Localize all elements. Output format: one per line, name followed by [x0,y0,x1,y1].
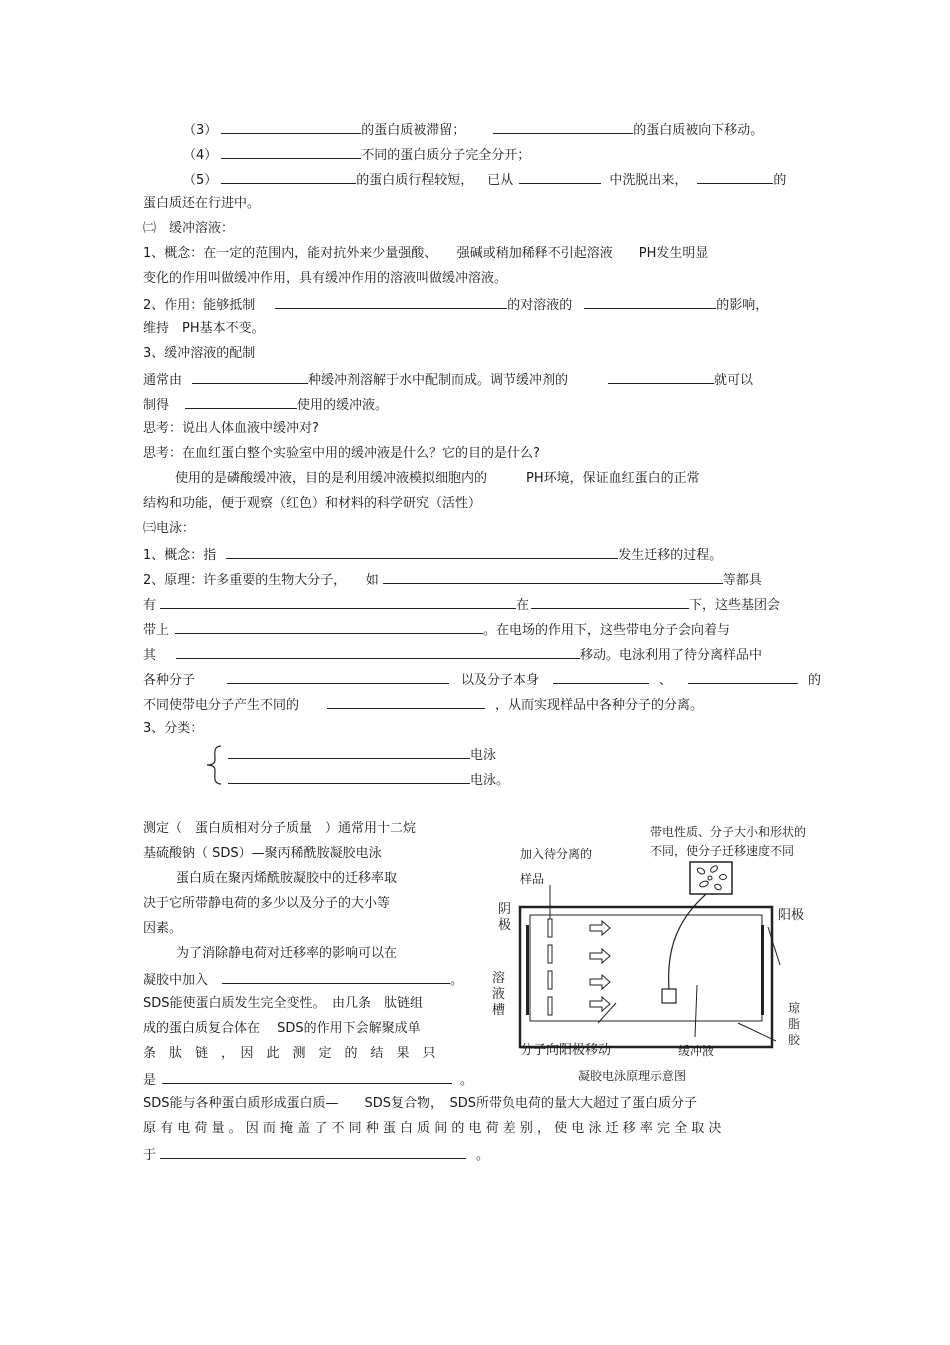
label-sample-2: 样品 [520,872,545,886]
label-cathode: 阴极 [498,902,512,933]
p4-b: 移动。电泳利用了待分离样品中 [580,648,763,663]
buffer-concept-1: 1、概念：在一定的范围内，能对抗外来少量强酸、 强碱或稍加稀释不引起溶液 PH发生明显 [143,246,709,261]
electro-concept [143,545,722,565]
sds-7-a: 凝胶中加入 [143,973,209,988]
line-3 [183,120,763,140]
buffer-prep-2 [143,395,388,415]
sds-13: 原 有 电 荷 量 。 因 而 掩 盖 了 不 同 种 蛋 白 质 间 的 电 荷 差 别 ， 使 电 泳 迁 移 率 完 全 取 决 [143,1121,722,1136]
sample-well [548,945,552,963]
p2-b: 在 [516,598,530,613]
classification-2 [228,770,509,790]
blank[interactable] [688,670,798,684]
brace-icon [203,744,225,786]
buffer-prep-title: 3、缓冲溶液的配制 [143,346,256,361]
cathode-electrode [526,925,529,1015]
line-3-num: （3） [183,123,218,138]
blank[interactable] [228,770,470,784]
label-agar: 琼脂胶 [788,1001,801,1047]
buffer-effect-c: 的影响， [716,298,769,313]
sds-14 [143,1145,489,1165]
think-2: 思考：在血红蛋白整个实验室中用的缓冲液是什么？它的目的是什么? [143,446,540,461]
line-5 [183,170,786,190]
buffer-effect-b: 的对溶液的 [507,298,573,313]
buffer-concept-2: 变化的作用叫做缓冲作用，具有缓冲作用的溶液叫做缓冲溶液。 [143,271,508,286]
sample-well [548,997,552,1015]
sds-11 [143,1070,473,1090]
prep-2-a: 制得 [143,398,170,413]
label-buffer: 缓冲液 [678,1044,715,1058]
blank[interactable] [553,670,649,684]
blank[interactable] [519,170,601,184]
agar-gel [530,915,762,1021]
line-5-b: 已从 [487,173,514,188]
label-anode: 阳极 [778,908,805,923]
blank[interactable] [531,595,689,609]
think-1: 思考：说出人体血液中缓冲对? [143,421,319,436]
blank[interactable] [185,395,297,409]
blank[interactable] [222,970,450,984]
migration-arrows [590,921,610,1011]
blank[interactable] [493,120,633,134]
blank[interactable] [192,370,308,384]
blank[interactable] [175,620,483,634]
blank[interactable] [226,545,618,559]
label-sample-1: 加入待分离的 [520,847,593,861]
line-5-num: （5） [183,173,218,188]
line-3-b: 的蛋白质被向下移动。 [633,123,764,138]
p5-c: 、 [659,673,673,688]
sds-3: 蛋白质在聚丙烯酰胺凝胶中的迁移率取 [176,871,398,886]
line-5-d: 的 [773,173,787,188]
p5-a: 各种分子 [143,673,196,688]
blank[interactable] [697,170,773,184]
anode-electrode [761,925,764,1015]
zoom-box [690,862,732,894]
answer-1: 使用的是磷酸缓冲液，目的是利用缓冲液模拟细胞内的 PH环境，保证血红蛋白的正常 [175,471,700,486]
line-5-c: 中洗脱出来， [609,173,688,188]
electro-heading: ㈢电泳： [143,521,196,536]
buffer-effect-2: 维持 PH基本不变。 [143,321,265,336]
p1-a: 2、原理：许多重要的生物大分子， 如 [143,573,379,588]
p1-b: 等都具 [722,573,762,588]
label-top-1: 带电性质、分子大小和形状的 [650,825,807,839]
sds-14-b: 。 [476,1148,490,1163]
diagram-caption: 凝胶电泳原理示意图 [578,1069,687,1083]
prep-1-c: 就可以 [714,373,754,388]
answer-2: 结构和功能，便于观察（红色）和材料的科学研究（活性） [143,496,482,511]
sds-4: 决于它所带静电荷的多少以及分子的大小等 [143,896,391,911]
electro-principle-3 [143,620,730,640]
sds-6: 为了消除静电荷对迁移率的影响可以在 [176,946,398,961]
buffer-prep-1 [143,370,753,390]
sds-5: 因素。 [143,921,183,936]
blank[interactable] [228,745,470,759]
p6-a: 不同使带电分子产生不同的 [143,698,300,713]
sds-10: 条 肽 链 ， 因 此 测 定 的 结 果 只 [143,1046,436,1061]
blank[interactable] [608,370,714,384]
p2-c: 下，这些基团会 [689,598,781,613]
p5-b: 以及分子本身 [461,673,540,688]
buffer-heading: ㈡ 缓冲溶液： [143,221,235,236]
zoom-arrow [669,889,712,989]
label-trough: 溶液槽 [492,971,506,1018]
line-3-a: 的蛋白质被滞留； [361,123,466,138]
p3-b: 。在电场的作用下，这些带电分子会向着与 [483,623,731,638]
blank[interactable] [327,695,485,709]
solution-tank [520,907,772,1047]
line-4 [183,145,530,165]
sds-9: 成的蛋白质复合体在 SDS的作用下会解聚成单 [143,1021,421,1036]
sds-7 [143,970,463,990]
blank[interactable] [221,170,356,184]
prep-1-b: 种缓冲剂溶解于水中配制而成。调节缓冲剂的 [308,373,569,388]
blank[interactable] [275,295,507,309]
sds-11-b: 。 [460,1073,474,1088]
blank[interactable] [221,120,361,134]
sds-14-a: 于 [143,1148,157,1163]
blank[interactable] [221,145,361,159]
sds-8: SDS能使蛋白质发生完全变性。 由几条 肽链组 [143,996,424,1011]
p4-a: 其 [143,648,157,663]
p6-b: ，从而实现样品中各种分子的分离。 [495,698,704,713]
classification-1-label: 电泳 [470,748,497,763]
blank[interactable] [176,645,580,659]
p5-d: 的 [808,673,822,688]
blank[interactable] [160,595,516,609]
electro-principle-6 [143,695,703,715]
sds-11-a: 是 [143,1073,157,1088]
molecule-square [662,989,676,1003]
p3-a: 带上 [143,623,170,638]
sds-12: SDS能与各种蛋白质形成蛋白质— SDS复合物， SDS所带负电荷的量大大超过了蛋白质分子 [143,1096,698,1111]
blank[interactable] [383,570,723,584]
electro-principle-4 [143,645,762,665]
sample-well [548,971,552,989]
classification-1 [228,745,496,765]
electro-concept-a: 1、概念：指 [143,548,217,563]
blank[interactable] [584,295,716,309]
electrophoresis-diagram [490,815,820,1090]
label-move: 分子向阳极移动 [520,1043,612,1058]
sds-7-b: 。 [450,973,464,988]
prep-1-a: 通常由 [143,373,183,388]
electro-principle-2 [143,595,780,615]
electro-principle-1 [143,570,762,590]
blank[interactable] [162,1070,452,1084]
classification-2-label: 电泳。 [470,773,510,788]
blank[interactable] [160,1145,466,1159]
p2-a: 有 [143,598,157,613]
electro-concept-b: 发生迁移的过程。 [618,548,723,563]
buffer-effect [143,295,768,315]
label-top-2: 不同，使分子迁移速度不同 [650,844,795,858]
electro-classification: 3、分类： [143,721,204,736]
line-4-num: （4） [183,148,218,163]
electro-principle-5 [143,670,821,690]
sds-1: 测定（ 蛋白质相对分子质量 ）通常用十二烷 [143,821,417,836]
line-4-a: 不同的蛋白质分子完全分开； [361,148,531,163]
line-5-a: 的蛋白质行程较短， [356,173,474,188]
line-5b: 蛋白质还在行进中。 [143,196,261,211]
sds-2: 基硫酸钠（ SDS）—聚丙稀酰胺凝胶电泳 [143,846,382,861]
sample-well [548,919,552,937]
prep-2-b: 使用的缓冲液。 [297,398,389,413]
buffer-effect-a: 2、作用：能够抵制 [143,298,256,313]
blank[interactable] [227,670,449,684]
